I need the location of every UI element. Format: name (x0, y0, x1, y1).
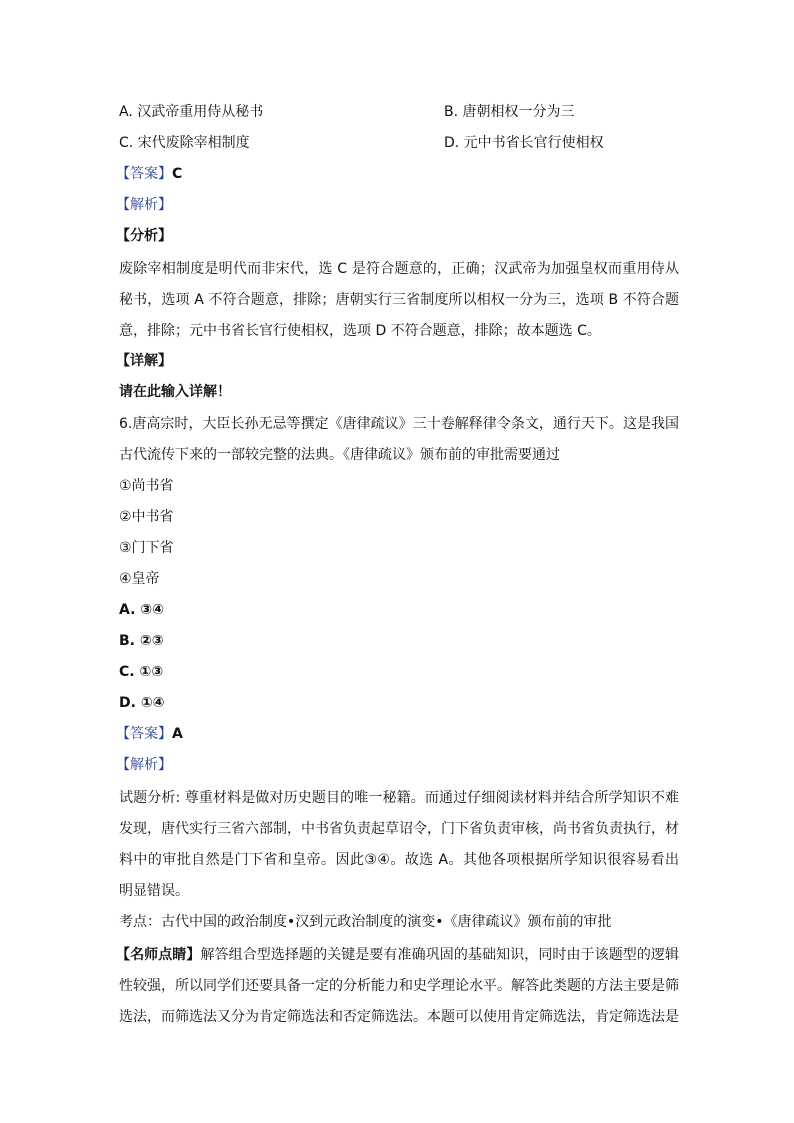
paragraph-line: 选法，而筛选法又分为肯定筛选法和否定筛选法。本题可以使用肯定筛选法，肯定筛选法是 (119, 1009, 679, 1025)
q6-stem (119, 409, 679, 471)
q5-xiangjie-tag: 【详解】 (116, 353, 172, 369)
q6-mingshi-paragraph (116, 940, 679, 1033)
q5-option-c: C. 宋代废除宰相制度 (119, 135, 250, 151)
q5-answer (116, 164, 182, 184)
q5-option-b: B. 唐朝相权一分为三 (444, 104, 575, 120)
q5-fenxi-paragraph (119, 254, 679, 347)
paragraph-line: 料中的审批自然是门下省和皇帝。因此③④。故选 A。其他各项根据所学知识很容易看出 (119, 852, 679, 868)
q5-option-d: D. 元中书省长官行使相权 (444, 135, 604, 151)
q6-answer (116, 724, 183, 744)
q6-item-4: ④皇帝 (119, 571, 160, 587)
q6-kaodian: 考点：古代中国的政治制度•汉到元政治制度的演变•《唐律疏议》颁布前的审批 (119, 914, 612, 930)
question-stem-line: 6.唐高宗时，大臣长孙无忌等撰定《唐律疏议》三十卷解释律令条文，通行天下。这是我国 (119, 416, 679, 432)
q5-options-row-2 (119, 133, 679, 153)
paragraph-line: 发现，唐代实行三省六部制，中书省负责起草诏令，门下省负责审核，尚书省负责执行，材 (119, 821, 679, 837)
paragraph-line (116, 940, 679, 971)
q6-item-1: ①尚书省 (119, 478, 174, 494)
q5-options-row-1 (119, 102, 679, 122)
paragraph-line: 废除宰相制度是明代而非宋代，选 C 是符合题意的，正确；汉武帝为加强皇权而重用侍从 (119, 261, 679, 277)
q6-item-3: ③门下省 (119, 540, 174, 556)
paragraph-line: 试题分析: 尊重材料是做对历史题目的唯一秘籍。而通过仔细阅读材料并结合所学知识不难 (119, 790, 679, 806)
q6-option-a: A. ③④ (119, 602, 164, 618)
q5-xiangjie-text: 请在此输入详解！ (119, 384, 231, 400)
q6-jiexi-paragraph (119, 783, 679, 907)
q5-jiexi-tag: 【解析】 (116, 197, 172, 213)
answer-tag: 【答案】 (116, 726, 172, 742)
mingshi-tag: 【名师点睛】 (116, 947, 201, 963)
q6-option-d: D. ①④ (119, 695, 165, 711)
paragraph-line: 秘书，选项 A 不符合题意，排除；唐朝实行三省制度所以相权一分为三，选项 B 不符合题 (119, 292, 679, 308)
q6-jiexi-tag: 【解析】 (116, 757, 172, 773)
mingshi-text: 解答组合型选择题的关键是要有准确巩固的基础知识，同时由于该题型的逻辑 (200, 947, 680, 963)
paragraph-line: 明显错误。 (119, 883, 189, 899)
paragraph-line: 意，排除；元中书省长官行使相权，选项 D 不符合题意，排除；故本题选 C。 (119, 323, 601, 339)
answer-value: C (172, 166, 183, 182)
q6-option-b: B. ②③ (119, 633, 164, 649)
answer-tag: 【答案】 (116, 166, 172, 182)
answer-value: A (172, 726, 183, 742)
paragraph-line: 性较强，所以同学们还要具备一定的分析能力和史学理论水平。解答此类题的方法主要是筛 (119, 978, 679, 994)
q6-item-2: ②中书省 (119, 509, 174, 525)
q5-fenxi-tag: 【分析】 (116, 228, 172, 244)
q6-option-c: C. ①③ (119, 664, 164, 680)
question-stem-line: 古代流传下来的一部较完整的法典。《唐律疏议》颁布前的审批需要通过 (119, 447, 560, 463)
q5-option-a: A. 汉武帝重用侍从秘书 (119, 104, 264, 120)
